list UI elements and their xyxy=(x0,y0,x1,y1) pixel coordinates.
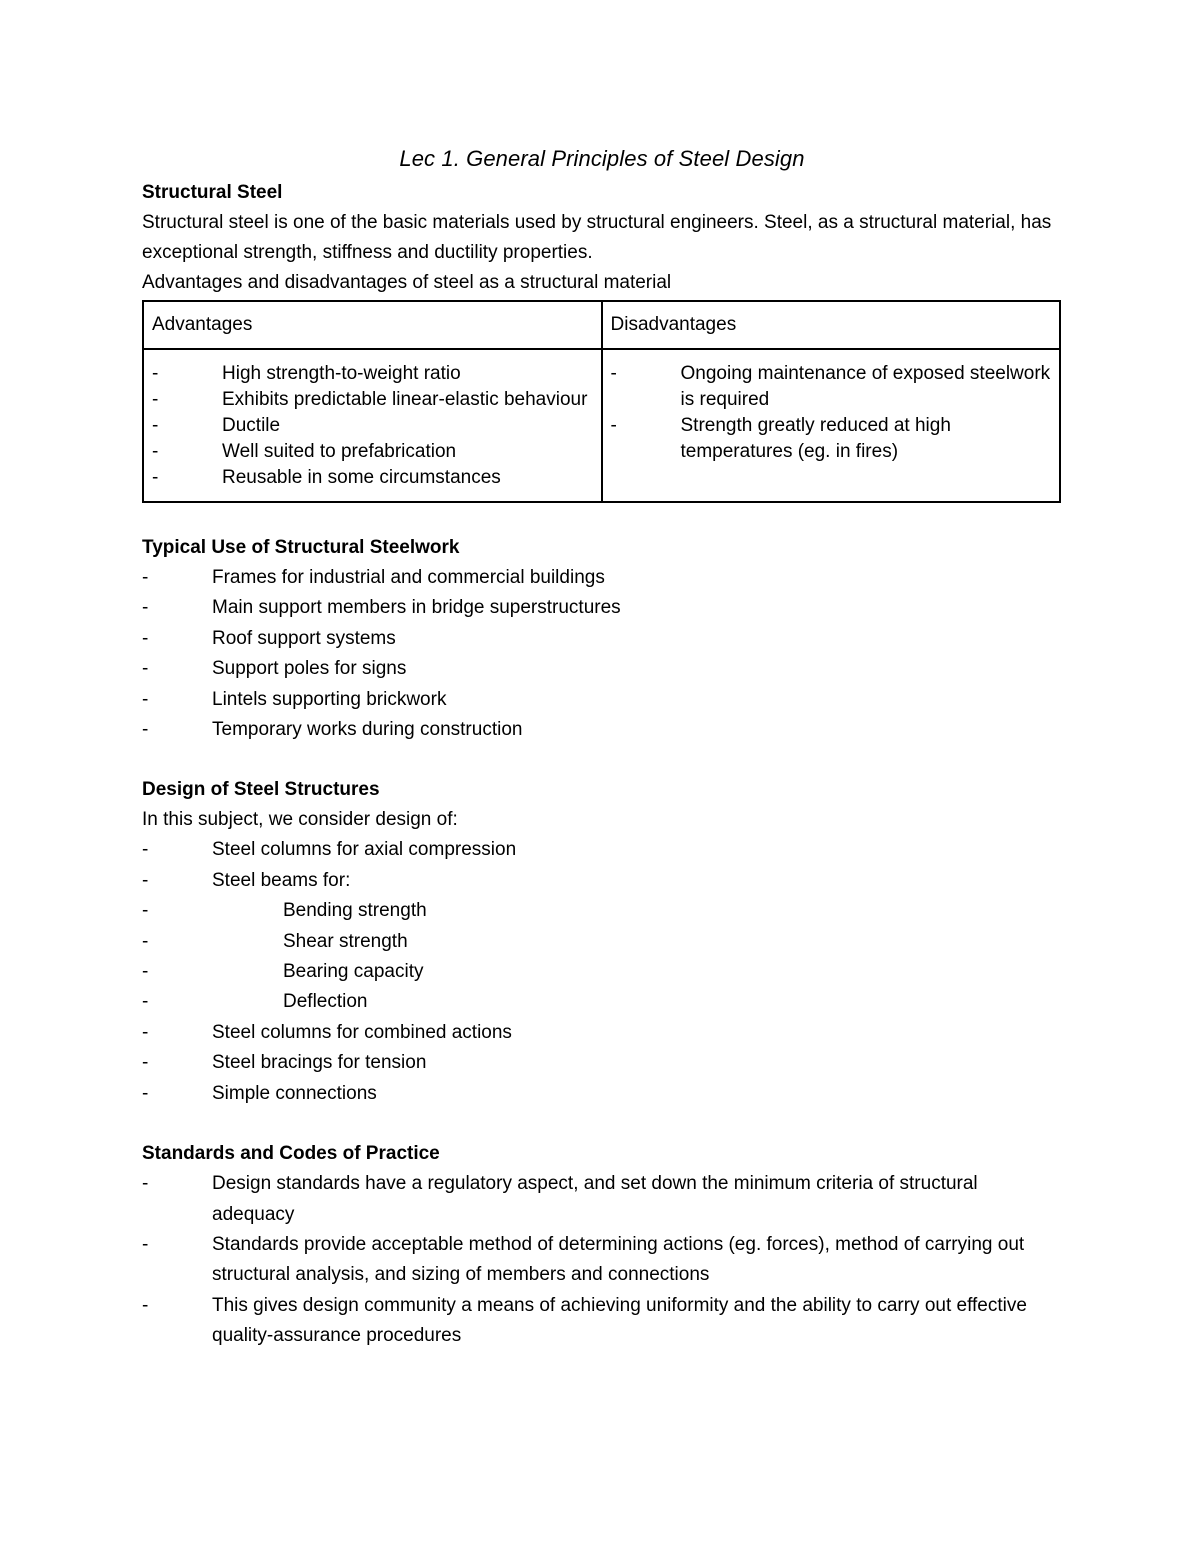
list-item: - Steel beams for: xyxy=(142,866,1062,896)
beam-sublist xyxy=(142,896,1062,1018)
list-item: - Standards provide acceptable method of determining actions (eg. forces), method of carrying out structural analysis, and sizing of members and connections xyxy=(142,1230,1062,1291)
list-item: - Deflection xyxy=(142,987,1062,1017)
typical-use-list xyxy=(142,563,1062,745)
section-heading-structural-steel: Structural Steel xyxy=(142,182,283,203)
dash-bullet: - xyxy=(142,839,149,861)
list-item: - Design standards have a regulatory aspect, and set down the minimum criteria of structural adequacy xyxy=(142,1169,1062,1230)
list-item: - Steel columns for combined actions xyxy=(142,1018,1062,1048)
design-intro: In this subject, we consider design of: xyxy=(142,809,458,831)
dash-bullet: - xyxy=(142,930,149,952)
dash-bullet: - xyxy=(152,389,159,410)
list-item: - Simple connections xyxy=(142,1079,1062,1109)
list-item: - Ductile xyxy=(152,413,593,439)
dash-bullet: - xyxy=(142,597,149,619)
list-item: - Reusable in some circumstances xyxy=(152,465,593,491)
table-caption: Advantages and disadvantages of steel as a structural material xyxy=(142,272,672,293)
dash-bullet: - xyxy=(142,1052,149,1074)
section-heading-standards: Standards and Codes of Practice xyxy=(142,1143,440,1165)
dash-bullet: - xyxy=(142,688,149,710)
dash-bullet: - xyxy=(142,1233,149,1255)
dash-bullet: - xyxy=(142,1173,149,1195)
dash-bullet: - xyxy=(142,1294,149,1316)
dash-bullet: - xyxy=(142,991,149,1013)
section-heading-typical-use: Typical Use of Structural Steelwork xyxy=(142,537,460,558)
standards-list xyxy=(142,1169,1062,1351)
dash-bullet: - xyxy=(142,1021,149,1043)
dash-bullet: - xyxy=(142,900,149,922)
list-item: - This gives design community a means of achieving uniformity and the ability to carry out effective quality-assurance procedures xyxy=(142,1291,1062,1352)
section-heading-design: Design of Steel Structures xyxy=(142,779,380,801)
list-item: - Ongoing maintenance of exposed steelwork is required xyxy=(610,363,1051,410)
document-body xyxy=(142,140,1062,1352)
structural-steel-paragraph: Structural steel is one of the basic materials used by structural engineers. Steel, as a structural material, has exceptional strength, stiffness and ductility properties. xyxy=(142,212,1052,263)
dash-bullet: - xyxy=(610,415,617,436)
list-item: - Strength greatly reduced at high temperatures (eg. in fires) xyxy=(610,415,951,462)
dash-bullet: - xyxy=(152,441,159,462)
table-header-row xyxy=(143,301,1060,349)
advantages-list xyxy=(152,361,593,491)
list-item: - Exhibits predictable linear-elastic behaviour xyxy=(152,387,593,413)
disadvantages-list xyxy=(611,361,1052,465)
dash-bullet: - xyxy=(142,961,149,983)
dash-bullet: - xyxy=(142,1082,149,1104)
design-list-continued xyxy=(142,1018,1062,1109)
disadvantages-cell xyxy=(602,349,1061,502)
dash-bullet: - xyxy=(142,658,149,680)
dash-bullet: - xyxy=(142,869,149,891)
list-item: - Temporary works during construction xyxy=(142,715,1062,745)
design-list xyxy=(142,835,1062,896)
dash-bullet: - xyxy=(142,627,149,649)
list-item: - Well suited to prefabrication xyxy=(152,439,593,465)
list-item: - Bearing capacity xyxy=(142,957,1062,987)
list-item: - Lintels supporting brickwork xyxy=(142,685,1062,715)
list-item: - Steel bracings for tension xyxy=(142,1048,1062,1078)
dash-bullet: - xyxy=(610,363,617,384)
list-item: - High strength-to-weight ratio xyxy=(152,361,593,387)
list-item: - Shear strength xyxy=(142,927,1062,957)
dash-bullet: - xyxy=(142,567,149,588)
list-item: - Support poles for signs xyxy=(142,654,1062,684)
list-item: - Main support members in bridge superstructures xyxy=(142,593,1062,623)
page-title: Lec 1. General Principles of Steel Design xyxy=(399,146,805,171)
dash-bullet: - xyxy=(142,719,149,741)
advantages-cell xyxy=(143,349,602,502)
dash-bullet: - xyxy=(152,415,159,436)
advantages-disadvantages-table xyxy=(142,300,1061,503)
list-item: - Frames for industrial and commercial buildings xyxy=(142,563,1062,593)
table-header-advantages: Advantages xyxy=(143,301,602,349)
dash-bullet: - xyxy=(152,467,159,488)
table-header-disadvantages: Disadvantages xyxy=(602,301,1061,349)
list-item: - Roof support systems xyxy=(142,624,1062,654)
list-item: - Steel columns for axial compression xyxy=(142,835,1062,865)
table-row xyxy=(143,349,1060,502)
list-item: - Bending strength xyxy=(142,896,1062,926)
dash-bullet: - xyxy=(152,363,159,384)
